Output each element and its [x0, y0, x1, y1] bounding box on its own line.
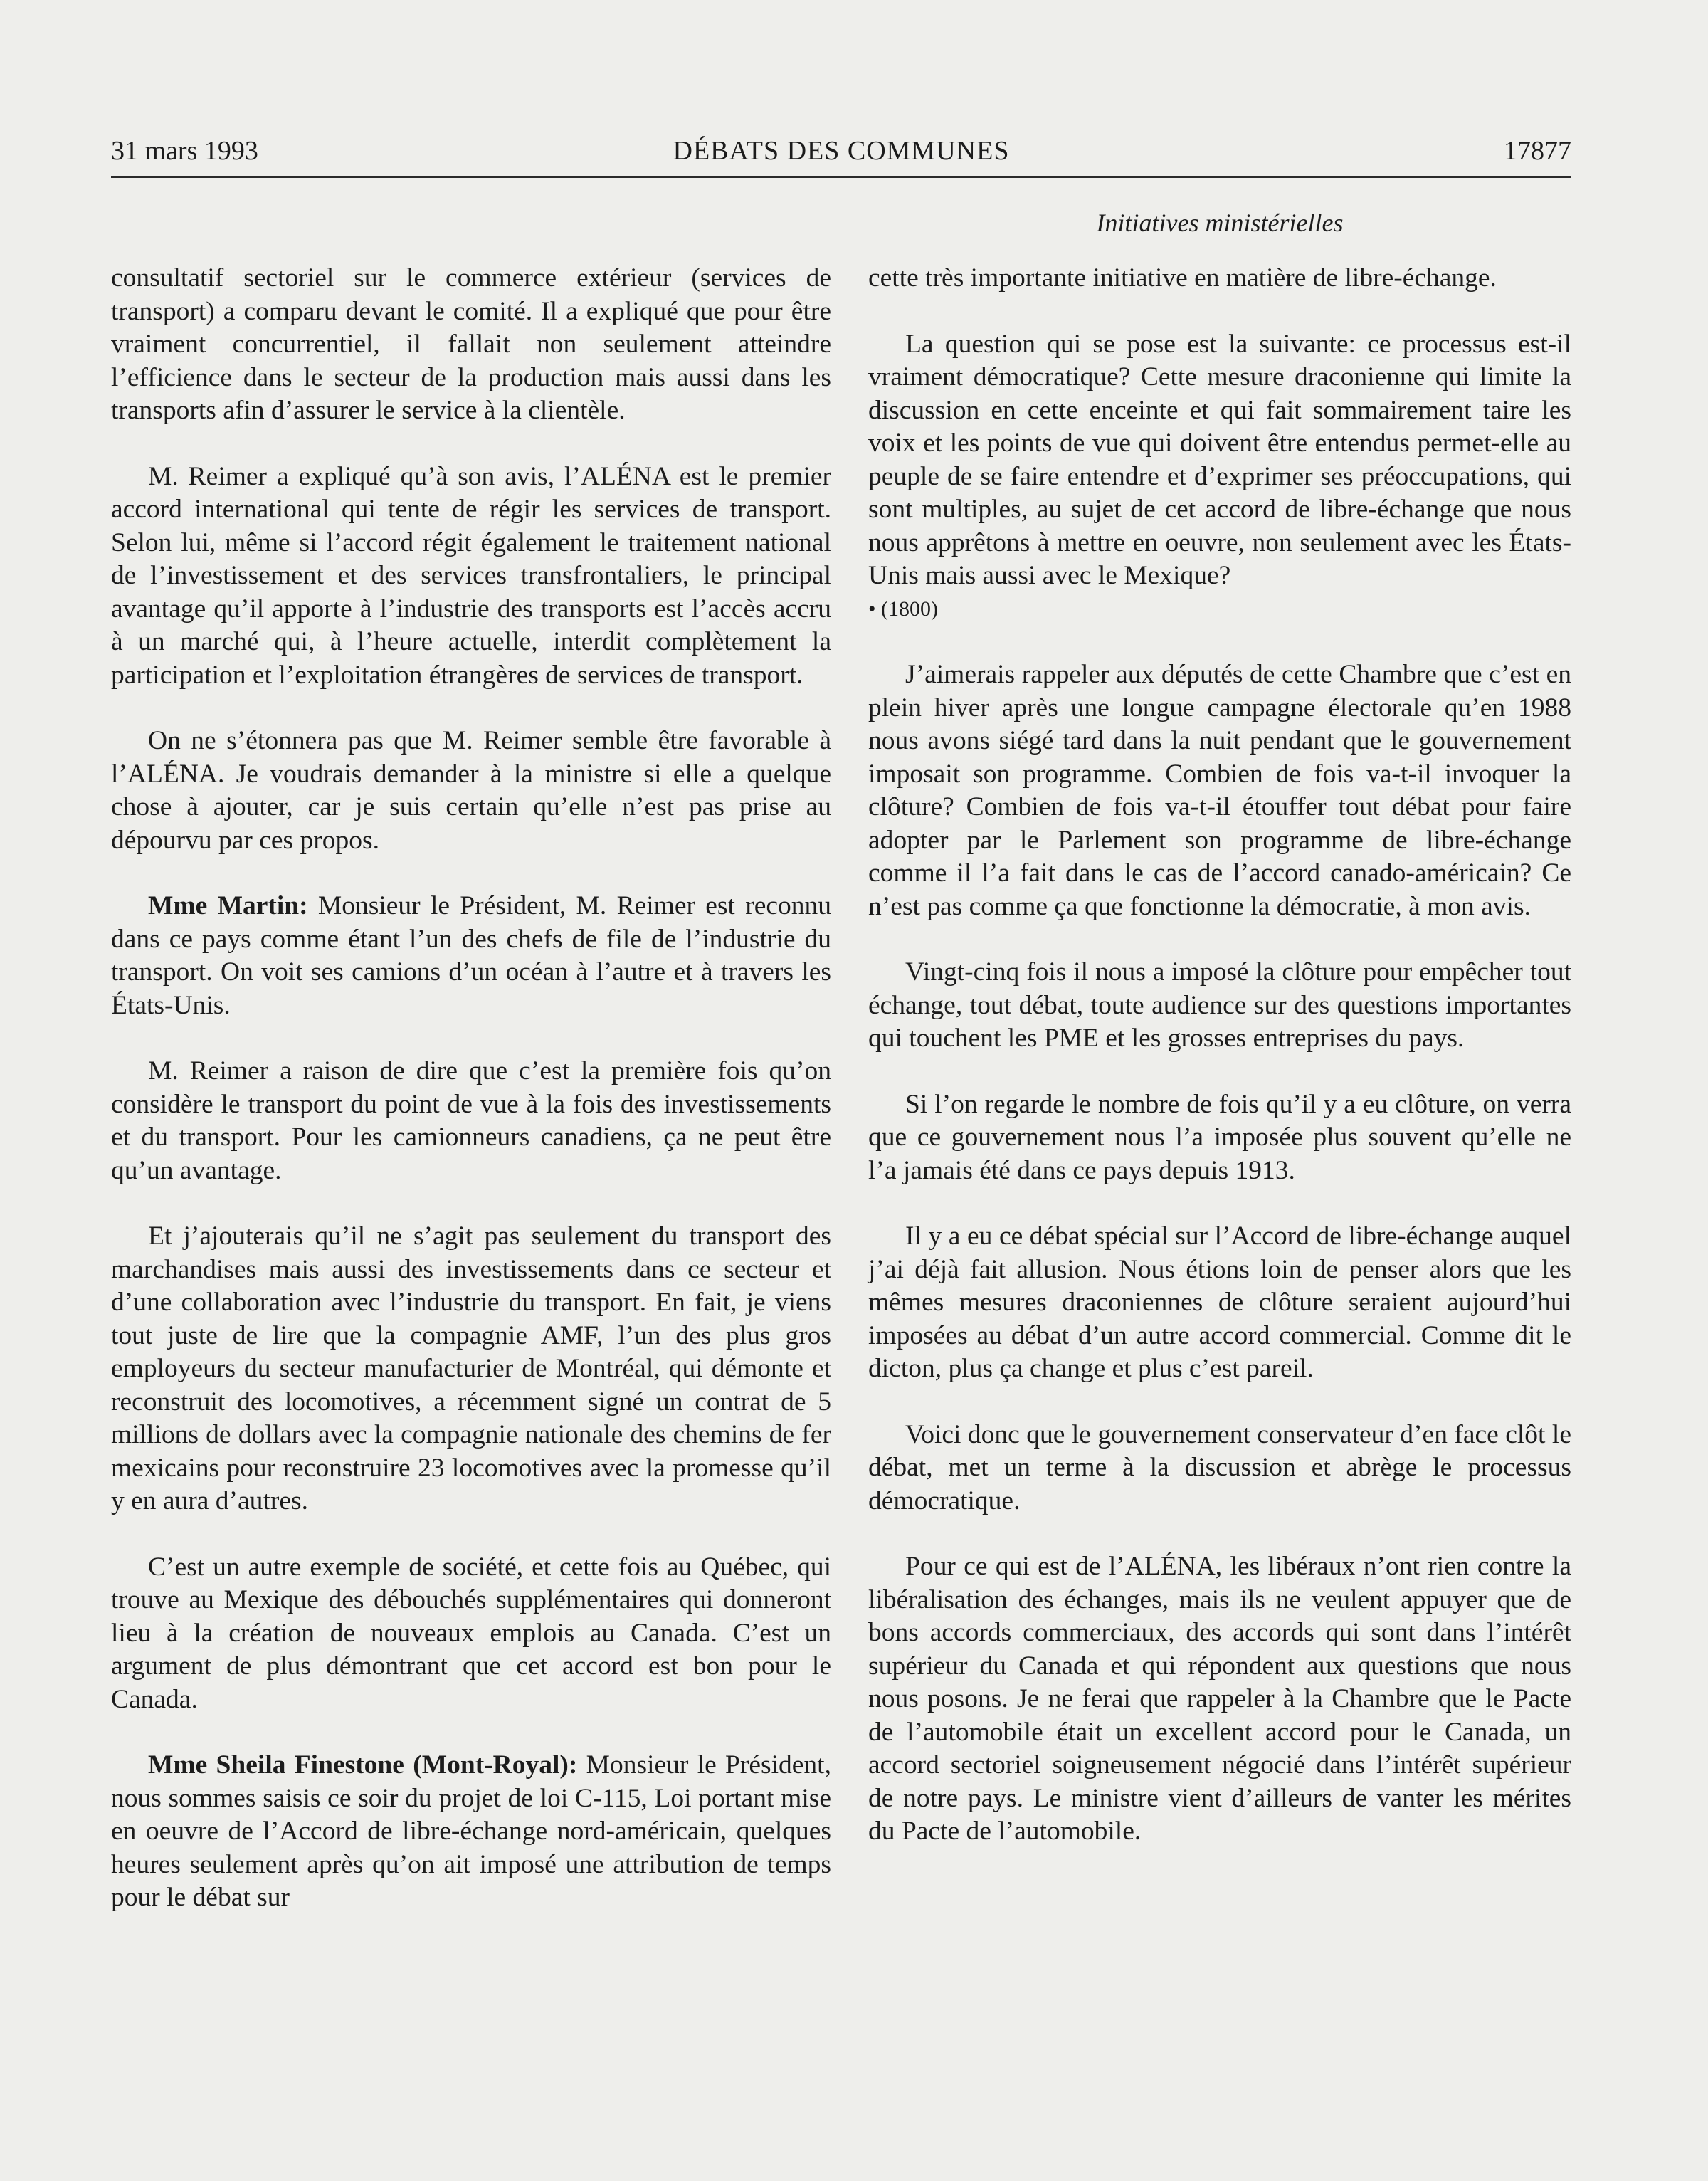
paragraph: Voici donc que le gouvernement conservateur d’en face clôt le débat, met un terme à la discussion et abrège le processus démocratique.	[868, 1419, 1571, 1515]
paragraph: Si l’on regarde le nombre de fois qu’il y a eu clôture, on verra que ce gouvernement nous l’a imposée plus souvent qu’elle ne l’a jamais été dans ce pays depuis 1913.	[868, 1089, 1571, 1185]
section-heading: Initiatives ministérielles	[1096, 209, 1344, 237]
paragraph: J’aimerais rappeler aux députés de cette Chambre que c’est en plein hiver après une longue campagne électorale qu’en 1988 nous avons siégé tard dans la nuit pendant que le gouvernement imposait son programme. Combien de fois va-t-il invoquer la clôture? Combien de fois va-t-il étouffer tout débat pour faire adopter par le Parlement son programme de libre-échange comme il l’a fait dans le cas de l’accord canado-américain? Ce n’est pas comme ça que fonctionne la démocratie, à mon avis.	[868, 660, 1571, 921]
right-column	[868, 262, 1571, 1881]
header-date: 31 mars 1993	[111, 136, 258, 166]
paragraph: C’est un autre exemple de société, et cette fois au Québec, qui trouve au Mexique des débouchés supplémentaires qui donneront lieu à la création de nouveaux emplois au Canada. C’est un argument de plus démontrant que cet accord est bon pour le Canada.	[111, 1552, 831, 1714]
speaker-name: Mme Martin:	[148, 891, 308, 920]
page-header	[111, 135, 1571, 175]
speech-text: Monsieur le Président, nous sommes saisis ce soir du projet de loi C-115, Loi portant mise en oeuvre de l’Accord de libre-échange nord-américain, quelques heures seulement après qu’on ait imposé une attribution de temps pour le débat sur	[111, 1750, 831, 1912]
speaker-name: Mme Sheila Finestone (Mont-Royal):	[148, 1750, 578, 1780]
paragraph: Il y a eu ce débat spécial sur l’Accord de libre-échange auquel j’ai déjà fait allusion. Nous étions loin de penser alors que les mêmes mesures draconiennes de clôture seraient aujourd’hui imposées au débat d’un autre accord commercial. Comme dit le dicton, plus ça change et plus c’est pareil.	[868, 1221, 1571, 1383]
paragraph: M. Reimer a raison de dire que c’est la première fois qu’on considère le transport du point de vue à la fois des investissements et du transport. Pour les camionneurs canadiens, ça ne peut être qu’un avantage.	[111, 1056, 831, 1185]
paragraph: M. Reimer a expliqué qu’à son avis, l’ALÉNA est le premier accord international qui tente de régir les services de transport. Selon lui, même si l’accord régit également le traitement national de l’investissement et des services transfrontaliers, le principal avantage qu’il apporte à l’industrie des transports est l’accès accru à un marché qui, à l’heure actuelle, interdit complètement la participation et l’exploitation étrangères de services de transport.	[111, 461, 831, 690]
time-marker: • (1800)	[868, 597, 938, 621]
header-rule	[111, 176, 1571, 178]
paragraph: cette très importante initiative en matière de libre-échange.	[868, 263, 1497, 293]
paragraph: On ne s’étonnera pas que M. Reimer semble être favorable à l’ALÉNA. Je voudrais demander à la ministre si elle a quelque chose à ajouter, car je suis certain qu’elle n’est pas prise au dépourvu par ces propos.	[111, 726, 831, 855]
paragraph	[111, 1749, 831, 1915]
page-number: 17877	[1504, 136, 1571, 166]
speech-text: Monsieur le Président, M. Reimer est reconnu dans ce pays comme étant l’un des chefs de file de l’industrie du transport. On voit ses camions d’un océan à l’autre et à travers les États-Unis.	[111, 891, 831, 1020]
publication-title: DÉBATS DES COMMUNES	[673, 136, 1010, 166]
paragraph: Et j’ajouterais qu’il ne s’agit pas seulement du transport des marchandises mais aussi des investissements dans ce secteur et d’une collaboration avec l’industrie du transport. En fait, je viens tout juste de lire que la compagnie AMF, l’un des plus gros employeurs du secteur manufacturier de Montréal, qui démonte et reconstruit des locomotives, a récemment signé un contrat de 5 millions de dollars avec la compagnie nationale des chemins de fer mexicains pour reconstruire 23 locomotives avec la promesse qu’il y en aura d’autres.	[111, 1221, 831, 1515]
paragraph: Pour ce qui est de l’ALÉNA, les libéraux n’ont rien contre la libéralisation des échanges, mais ils ne veulent appuyer que de bons accords commerciaux, des accords qui sont dans l’intérêt supérieur du Canada et qui répondent aux questions que nous nous posons. Je ne ferai que rappeler à la Chambre que le Pacte de l’automobile était un excellent accord pour le Canada, un accord sectoriel soigneusement négocié dans l’intérêt supérieur de notre pays. Le ministre vient d’ailleurs de vanter les mérites du Pacte de l’automobile.	[868, 1552, 1571, 1846]
paragraph: consultatif sectoriel sur le commerce extérieur (services de transport) a comparu devant le comité. Il a expliqué que pour être vraiment concurrentiel, il fallait non seulement atteindre l’efficience dans le secteur de la production mais aussi dans les transports afin d’assurer le service à la clientèle.	[111, 263, 831, 425]
paragraph	[111, 890, 831, 1022]
left-column	[111, 262, 831, 1948]
paragraph: Vingt-cinq fois il nous a imposé la clôture pour empêcher tout échange, tout débat, toute audience sur des questions importantes qui touchent les PME et les grosses entreprises du pays.	[868, 957, 1571, 1053]
paragraph: La question qui se pose est la suivante: ce processus est-il vraiment démocratique? Cette mesure draconienne qui limite la discussion en cette enceinte et qui fait sommairement taire les voix et les points de vue qui doivent être entendus permet-elle au peuple de se faire entendre et d’exprimer ses préoccupations, qui sont multiples, au sujet de cet accord de libre-échange que nous nous apprêtons à mettre en oeuvre, non seulement avec les États-Unis mais aussi avec le Mexique?	[868, 329, 1571, 590]
